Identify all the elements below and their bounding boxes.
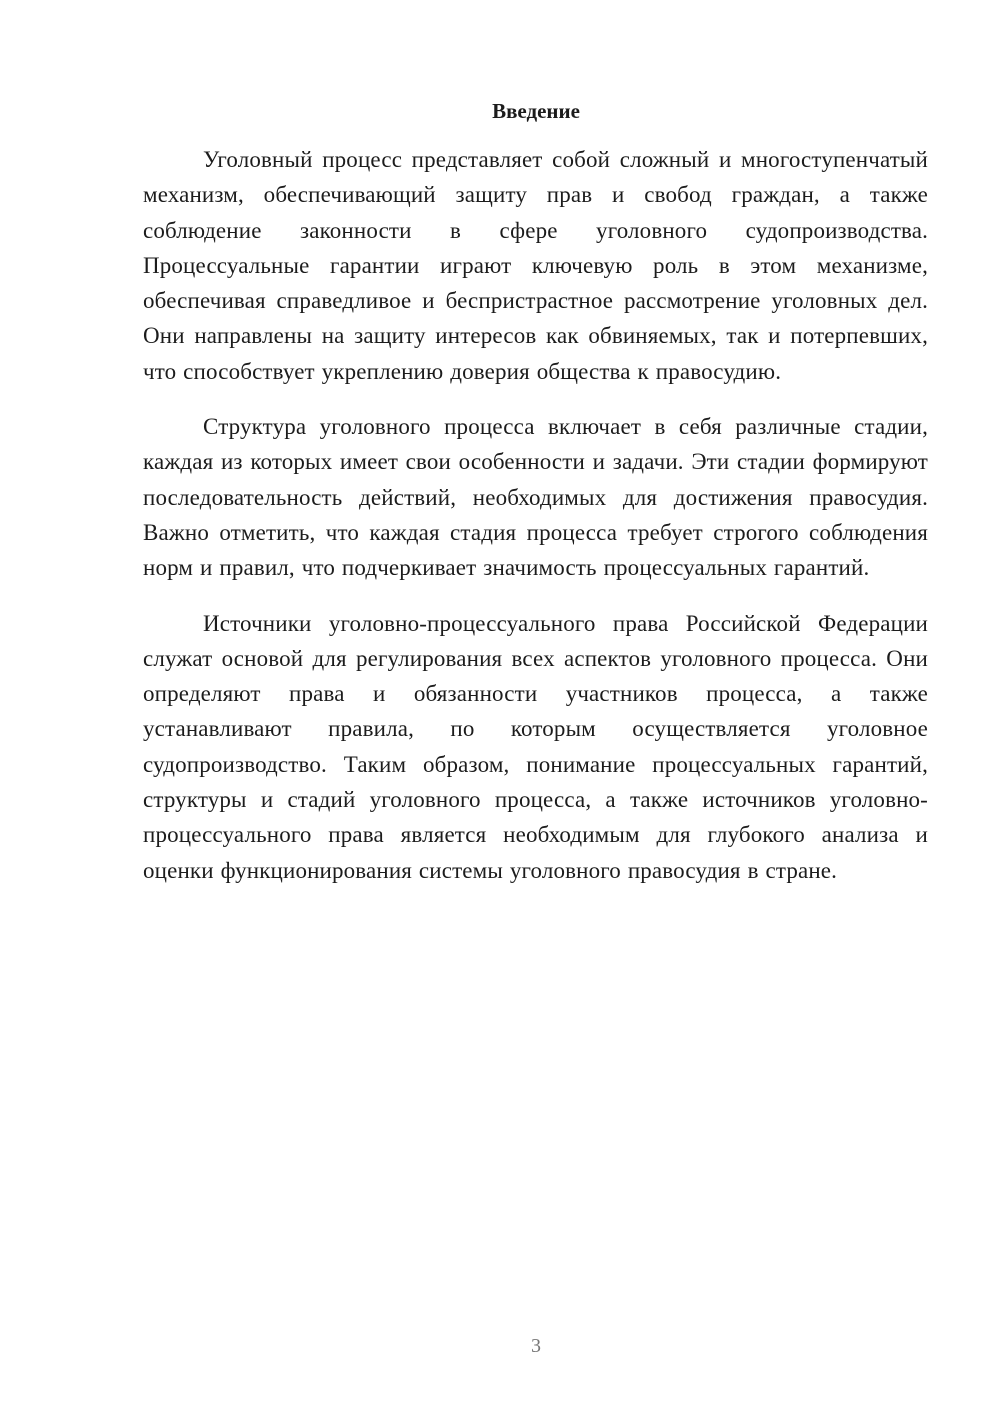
page-title: Введение: [492, 99, 580, 123]
page-number: 3: [531, 1335, 541, 1357]
paragraph-intro: Уголовный процесс представляет собой сложный и многоступенчатый механизм, обеспечивающий защиту прав и свобод граждан, а также соблюдение законности в сфере уголовного судопроизводства. Процессуальные гарантии играют ключевую роль в этом механизме, обеспечивая справедливое и беспристрастное рассмотрение уголовных дел. Они направлены на защиту интересов как обвиняемых, так и потерпевших, что способствует укреплению доверия общества к правосудию.: [143, 147, 928, 384]
paragraph-sources: Источники уголовно-процессуального права Российской Федерации служат основой для регулирования всех аспектов уголовного процесса. Они определяют права и обязанности участников процесса, а также устанавливают правила, по которым осуществляется уголовное судопроизводство. Таким образом, понимание процессуальных гарантий, структуры и стадий уголовного процесса, а также источников уголовно-процессуального права является необходимым для глубокого анализа и оценки функционирования системы уголовного правосудия в стране.: [143, 610, 928, 883]
body-text: [143, 142, 928, 908]
paragraph-structure: Структура уголовного процесса включает в себя различные стадии, каждая из которых имеет свои особенности и задачи. Эти стадии формируют последовательность действий, необходимых для достижения правосудия. Важно отметить, что каждая стадия процесса требует строгого соблюдения норм и правил, что подчеркивает значимость процессуальных гарантий.: [143, 414, 928, 581]
